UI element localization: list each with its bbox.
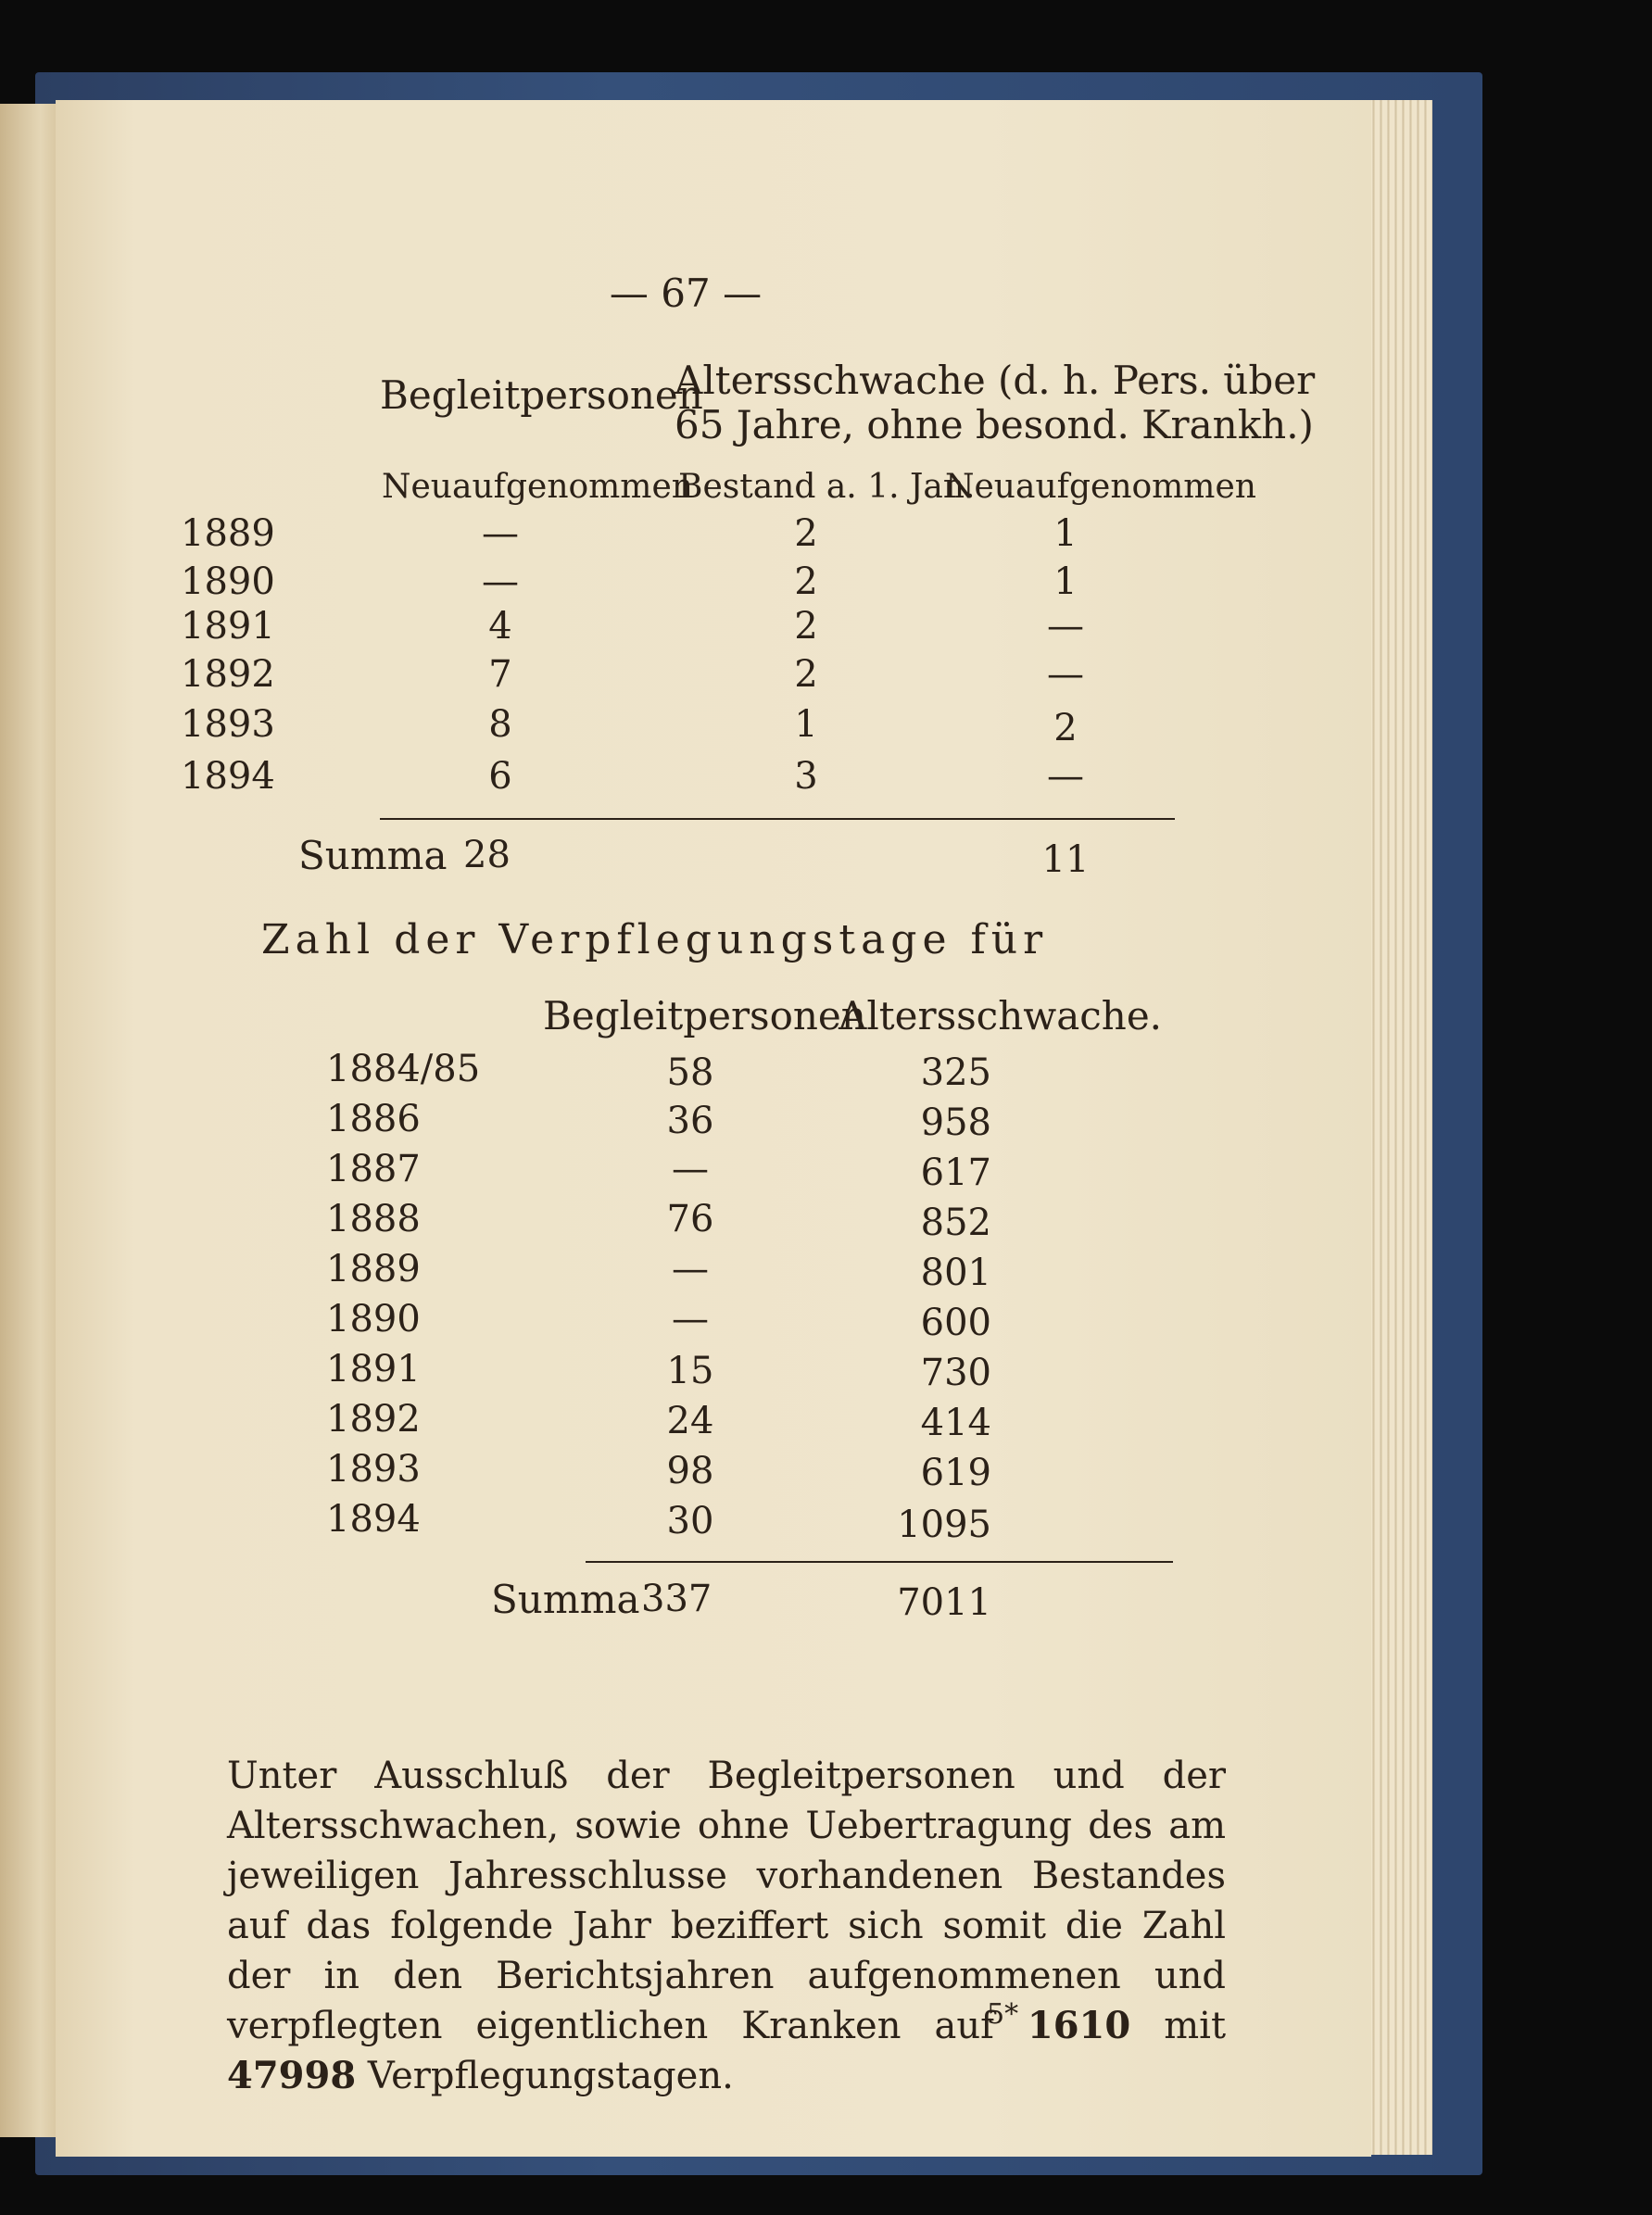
table1-row-year: 1890 <box>181 560 275 603</box>
table2-row-begleit: 58 <box>666 1051 714 1094</box>
table2-row-alters: 325 <box>920 1051 991 1094</box>
table2-row-year: 1889 <box>326 1248 421 1290</box>
table1-col2-header-line2: 65 Jahre, ohne besond. Krankh.) <box>675 402 1314 447</box>
table1-row-bestand: 2 <box>794 560 818 603</box>
paragraph-kranke-count: 1610 <box>1027 2004 1131 2047</box>
table2-summa-alters: 7011 <box>897 1581 991 1624</box>
table2-col2-header: Altersschwache. <box>839 993 1163 1038</box>
signature-mark: 5* <box>987 1998 1019 2031</box>
table1-row-year: 1889 <box>181 512 275 555</box>
table1-row-year: 1894 <box>181 755 275 798</box>
table2-row-year: 1886 <box>326 1098 421 1140</box>
table2-row-year: 1894 <box>326 1498 421 1541</box>
page-number: — 67 — <box>609 271 763 316</box>
table1-col2-header-line1: Altersschwache (d. h. Pers. über <box>675 358 1316 403</box>
table1-row-neu: 1 <box>1053 560 1078 603</box>
table2-row-begleit: 24 <box>666 1400 714 1442</box>
table2-row-alters: 801 <box>920 1252 991 1294</box>
table1-col1-header: Begleitpersonen <box>380 372 703 418</box>
table2-row-alters: 1095 <box>897 1504 991 1546</box>
table1-row-bestand: 2 <box>794 653 818 696</box>
table2-row-alters: 600 <box>920 1302 991 1344</box>
table2-row-alters: 730 <box>920 1352 991 1394</box>
table2-summa-label: Summa <box>491 1577 640 1622</box>
table2-sum-rule <box>586 1561 1173 1563</box>
previous-page-edge <box>0 104 57 2137</box>
table2-row-begleit: 30 <box>666 1500 714 1542</box>
table1-row-begleit: — <box>482 560 519 603</box>
paragraph-text-after: Verpflegungstagen. <box>367 2055 734 2097</box>
paragraph-text-before: Unter Ausschluß der Begleitpersonen und der Altersschwachen, sowie ohne Uebertragung des am jeweiligen Jahresschlusse vorhandenen Bestandes auf das folgende Jahr beziffert sich somit die Zahl der in den Berichtsjahren aufgenommenen und verpflegten eigentlichen Kranken auf <box>227 1755 1226 2047</box>
table1-row-begleit: 6 <box>488 755 512 798</box>
table1-subheader-neuaufgenommen: Neuaufgenommen <box>382 468 693 506</box>
table1-row-begleit: 7 <box>488 653 512 696</box>
table2-col1-header: Begleitpersonen <box>543 993 866 1038</box>
table2-row-year: 1890 <box>326 1298 421 1340</box>
table2-row-begleit: — <box>672 1248 709 1290</box>
table2-row-year: 1893 <box>326 1448 421 1491</box>
table2-row-year: 1892 <box>326 1398 421 1441</box>
paragraph-text-mid: mit <box>1164 2005 1227 2047</box>
table1-row-bestand: 3 <box>794 755 818 798</box>
table2-summa-begleit: 337 <box>641 1578 713 1620</box>
table1-row-begleit: 8 <box>488 703 512 746</box>
summary-paragraph <box>227 1751 1226 2101</box>
table1-row-begleit: 4 <box>488 605 512 648</box>
table1-row-neu: — <box>1047 653 1084 696</box>
table1-row-neu: — <box>1047 755 1084 798</box>
table2-row-alters: 414 <box>920 1402 991 1444</box>
table2-row-begleit: — <box>672 1148 709 1190</box>
table1-row-bestand: 2 <box>794 512 818 555</box>
table1-row-year: 1893 <box>181 703 275 746</box>
table1-row-neu: 2 <box>1053 707 1078 749</box>
table1-summa-begleit: 28 <box>463 834 511 876</box>
table2-row-begleit: 15 <box>666 1350 714 1392</box>
table1-row-year: 1891 <box>181 605 275 648</box>
table1-summa-neu: 11 <box>1041 838 1090 881</box>
table2-row-year: 1891 <box>326 1348 421 1391</box>
table2-row-alters: 958 <box>920 1101 991 1144</box>
table2-row-begleit: 36 <box>666 1100 714 1142</box>
table2-row-year: 1884/85 <box>326 1048 481 1090</box>
table1-row-begleit: — <box>482 512 519 555</box>
table1-row-bestand: 2 <box>794 605 818 648</box>
table2-row-year: 1887 <box>326 1148 421 1190</box>
table2-row-begleit: 76 <box>666 1198 714 1240</box>
table2-heading: Zahl der Verpflegungstage für <box>261 916 1049 963</box>
table1-row-neu: 1 <box>1053 512 1078 555</box>
table1-sum-rule <box>380 818 1175 820</box>
table2-row-alters: 617 <box>920 1152 991 1194</box>
table1-row-year: 1892 <box>181 653 275 696</box>
table2-row-year: 1888 <box>326 1198 421 1240</box>
table1-summa-label: Summa <box>298 833 448 878</box>
table1-row-neu: — <box>1047 605 1084 648</box>
table2-row-alters: 852 <box>920 1202 991 1244</box>
paragraph-verpflegungstage-count: 47998 <box>227 2054 357 2097</box>
table2-row-alters: 619 <box>920 1452 991 1494</box>
table1-subheader-neuaufgenommen-2: Neuaufgenommen <box>945 468 1256 506</box>
table2-row-begleit: 98 <box>666 1450 714 1492</box>
table2-row-begleit: — <box>672 1298 709 1340</box>
table1-subheader-bestand: Bestand a. 1. Jan. <box>678 468 976 506</box>
book-page <box>56 100 1371 2157</box>
table1-row-bestand: 1 <box>794 703 818 746</box>
